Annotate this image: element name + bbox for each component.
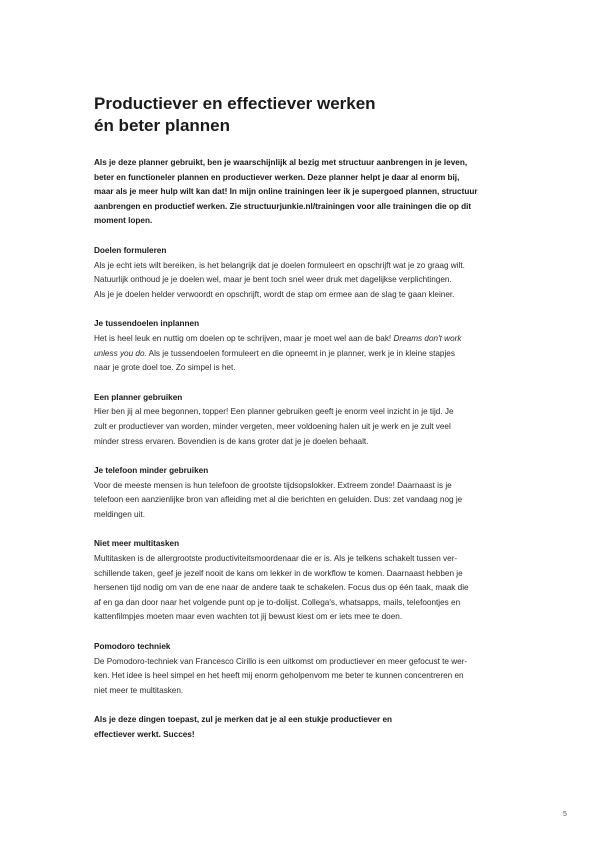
body-text: Als je tussendoelen formuleert en die opneemt in je planner, werk je in kleine stapjes — [146, 348, 455, 358]
section-body — [94, 332, 514, 376]
section-body — [94, 479, 514, 523]
page-title — [94, 93, 376, 137]
section-body — [94, 552, 514, 625]
intro-line: aanbrengen en productief werken. Zie structuurjunkie.nl/trainingen voor alle trainingen die op dit — [94, 201, 472, 211]
body-line: zult er productiever van worden, minder vergeten, meer voldoening halen uit je werk en je zult veel — [94, 421, 451, 431]
body-content — [94, 156, 514, 743]
intro-line: moment lopen. — [94, 216, 153, 226]
section-body — [94, 655, 514, 699]
body-line: kattenfilmpjes moeten maar even wachten tot jij bewust kiest om er iets mee te doen. — [94, 612, 403, 622]
body-line: schillende taken, geef je jezelf nooit de kans om lekker in de workflow te komen. Daarnaast hebben je — [94, 568, 463, 578]
section-body — [94, 259, 514, 303]
intro-line: beter en functioneler plannen en productiever werken. Deze planner helpt je daar al enorm bij, — [94, 172, 460, 182]
body-line: ken. Het idee is heel simpel en het heeft mij enorm geholpenvom me beter te kunnen concentreren en — [94, 671, 464, 681]
section-doelen-formuleren — [94, 244, 514, 302]
section-telefoon-minder-gebruiken — [94, 464, 514, 522]
body-line: meldingen uit. — [94, 509, 145, 519]
section-heading: Een planner gebruiken — [94, 392, 183, 402]
section-body — [94, 405, 514, 449]
body-line: hersenen tijd nodig om van de ene naar de andere taak te schakelen. Focus dus op één taak, maak die — [94, 583, 469, 593]
body-line: af en ga dan door naar het volgende punt op je to-dolijst. Collega's, whatsapps, mails, telefoontjes en — [94, 597, 461, 607]
section-pomodoro-techniek — [94, 640, 514, 698]
body-line — [94, 332, 514, 347]
closing-paragraph — [94, 713, 514, 742]
closing-line: Als je deze dingen toepast, zul je merken dat je al een stukje productiever en — [94, 715, 393, 725]
section-planner-gebruiken — [94, 391, 514, 449]
body-line: Als je echt iets wilt bereiken, is het belangrijk dat je doelen formuleert en opschrijft wat je zo graag wilt. — [94, 260, 465, 270]
intro-paragraph — [94, 156, 514, 229]
closing-line: effectiever werkt. Succes! — [94, 730, 195, 739]
section-niet-meer-multitasken — [94, 537, 514, 625]
body-line: telefoon een aanzienlijke bron van afleiding met al die berichten en geluiden. Dus: zet vandaag nog je — [94, 495, 463, 505]
body-line: niet meer te multitasken. — [94, 685, 184, 695]
page-number: 5 — [563, 811, 567, 818]
body-line: De Pomodoro-techniek van Francesco Cirillo is een uitkomst om productiever en meer gefocust te wer- — [94, 656, 468, 666]
title-line-2: én beter plannen — [94, 116, 231, 135]
body-text: Het is heel leuk en nuttig om doelen op te schrijven, maar je moet wel aan de bak! — [94, 333, 394, 343]
section-heading: Je tussendoelen inplannen — [94, 319, 200, 329]
intro-line: maar als je meer hulp wilt kan dat! In mijn online trainingen leer ik je supergoed plannen, structuur — [94, 187, 478, 197]
quote-text: unless you do. — [94, 348, 147, 358]
body-line: Voor de meeste mensen is hun telefoon de grootste tijdsopslokker. Extreem zonde! Daarnaast is je — [94, 480, 452, 490]
section-heading: Doelen formuleren — [94, 245, 167, 255]
body-line: Hier ben jij al mee begonnen, topper! Een planner gebruiken geeft je enorm veel inzicht in je tijd. Je — [94, 407, 454, 417]
intro-line: Als je deze planner gebruikt, ben je waarschijnlijk al bezig met structuur aanbrengen in je leven, — [94, 158, 468, 167]
body-line: Als je je doelen helder verwoordt en opschrijft, wordt de stap om ermee aan de slag te gaan kleiner. — [94, 289, 455, 299]
body-line — [94, 347, 514, 362]
body-line: Multitasken is de allergrootste productiviteitsmoordenaar die er is. Als je telkens schakelt tussen ver- — [94, 554, 458, 564]
body-line: naar je grote doel toe. Zo simpel is het. — [94, 363, 236, 373]
body-line: minder stress ervaren. Bovendien is de kans groter dat je je doelen behaalt. — [94, 436, 369, 446]
section-tussendoelen-inplannen — [94, 317, 514, 375]
body-line: Natuurlijk onthoud je je doelen wel, maar je bent toch snel weer druk met dagelijkse verplichtingen. — [94, 275, 452, 285]
section-heading: Niet meer multitasken — [94, 539, 180, 549]
quote-text: Dreams don't work — [393, 333, 462, 343]
title-line-1: Productiever en effectiever werken — [94, 94, 376, 113]
section-heading: Pomodoro techniek — [94, 642, 171, 652]
section-heading: Je telefoon minder gebruiken — [94, 466, 209, 476]
